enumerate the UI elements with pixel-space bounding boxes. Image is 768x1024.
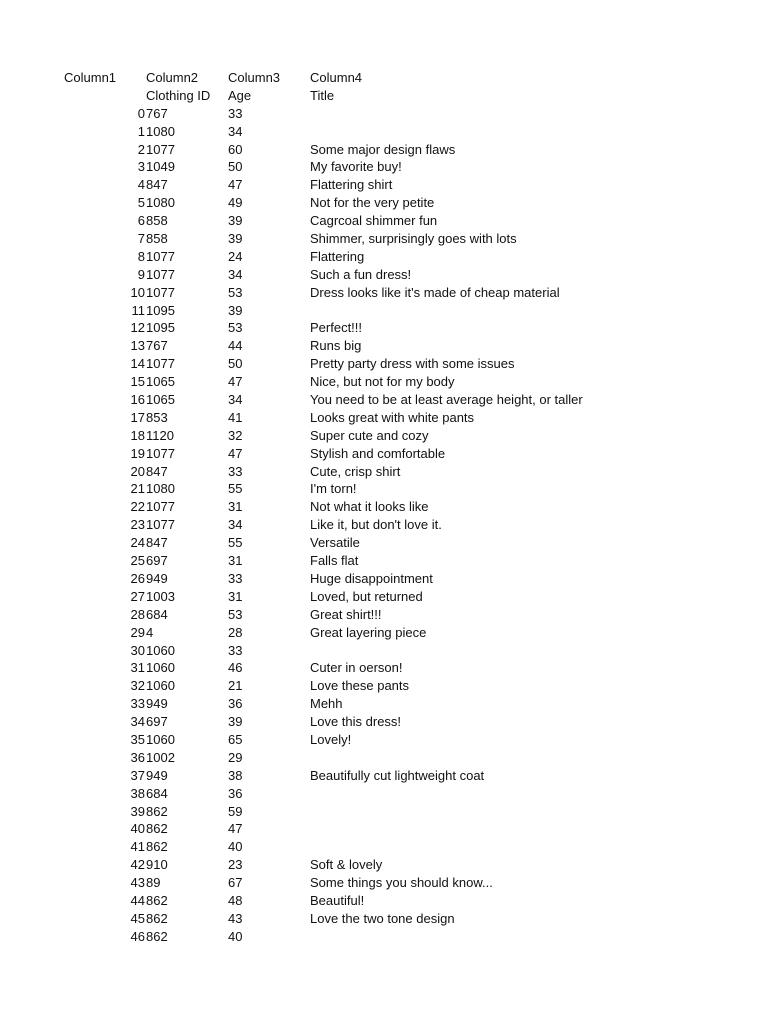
table-row [0,570,768,588]
row-index-cell: 17 [130,409,145,425]
table-row [0,463,768,481]
row-index-cell: 0 [137,105,145,121]
title-cell: Such a fun dress! [310,266,412,282]
age-cell: 33 [228,570,243,586]
row-index-cell: 27 [130,588,145,604]
clothing-id-cell: 1060 [146,660,175,676]
row-index-cell: 11 [131,302,145,318]
clothing-id-cell: 1095 [146,320,175,336]
clothing-id-cell: 847 [146,463,168,479]
column-name: Column2 [146,70,199,85]
row-index-cell: 24 [130,535,145,551]
field-name: Clothing ID [146,87,211,103]
table-row [0,302,768,320]
table-row [0,606,768,624]
row-index-cell: 36 [130,749,145,765]
table-row [0,820,768,838]
age-cell: 48 [228,892,243,908]
table-row [0,480,768,498]
title-cell: Not for the very petite [310,195,435,211]
clothing-id-cell: 1060 [146,678,175,694]
age-cell: 24 [228,248,243,264]
age-cell: 33 [228,463,243,479]
table-row [0,427,768,445]
clothing-id-cell: 1060 [146,642,175,658]
row-index-cell: 15 [130,374,145,390]
age-cell: 39 [228,302,243,318]
row-index-cell: 3 [137,159,145,175]
row-index-cell: 6 [137,213,145,229]
title-cell: Flattering [310,248,365,264]
data-table [0,69,768,946]
age-cell: 67 [228,875,243,891]
age-cell: 55 [228,535,243,551]
title-cell: Perfect!!! [310,320,363,336]
clothing-id-cell: 1077 [146,248,175,264]
title-cell: Not what it looks like [310,499,429,515]
table-row [0,266,768,284]
row-index-cell: 10 [130,284,145,300]
row-index-cell: 13 [130,338,145,354]
row-index-cell: 8 [137,248,145,264]
age-cell: 46 [228,660,243,676]
title-cell: Some major design flaws [310,141,456,157]
title-cell: Looks great with white pants [310,409,475,425]
age-cell: 39 [228,213,243,229]
clothing-id-cell: 1077 [146,266,175,282]
table-row [0,749,768,767]
age-cell: 34 [228,517,243,533]
title-cell: Great layering piece [310,624,427,640]
clothing-id-cell: 949 [146,570,168,586]
clothing-id-cell: 862 [146,892,168,908]
table-row [0,194,768,212]
clothing-id-cell: 697 [146,714,168,730]
clothing-id-cell: 1077 [146,499,175,515]
table-row [0,677,768,695]
clothing-id-cell: 1065 [146,374,175,390]
title-cell: My favorite buy! [310,159,402,175]
row-index-cell: 7 [137,231,145,247]
row-index-cell: 38 [130,785,145,801]
age-cell: 39 [228,231,243,247]
table-row [0,695,768,713]
table-row [0,624,768,642]
row-index-cell: 1 [137,123,145,139]
clothing-id-cell: 1077 [146,356,175,372]
age-cell: 50 [228,356,243,372]
title-cell: Lovely! [310,731,352,747]
title-cell: Dress looks like it's made of cheap material [310,284,560,300]
row-index-cell: 45 [130,910,145,926]
clothing-id-cell: 1077 [146,284,175,300]
age-cell: 60 [228,141,243,157]
table-row [0,248,768,266]
clothing-id-cell: 767 [146,105,168,121]
table-row [0,212,768,230]
age-cell: 44 [228,338,243,354]
age-cell: 38 [228,767,243,783]
row-index-cell: 32 [130,678,145,694]
age-cell: 34 [228,392,243,408]
clothing-id-cell: 862 [146,928,168,944]
table-body [0,105,768,946]
row-index-cell: 43 [130,875,145,891]
age-cell: 31 [228,499,243,515]
field-name: Title [310,87,335,103]
age-cell: 28 [228,624,243,640]
row-index-cell: 30 [130,642,145,658]
title-cell: Loved, but returned [310,588,423,604]
table-row [0,659,768,677]
row-index-cell: 41 [130,839,145,855]
row-index-cell: 39 [130,803,145,819]
row-index-cell: 2 [137,141,145,157]
clothing-id-cell: 862 [146,821,168,837]
table-row [0,803,768,821]
title-cell: Like it, but don't love it. [310,517,442,533]
age-cell: 65 [228,731,243,747]
row-index-cell: 33 [130,696,145,712]
clothing-id-cell: 949 [146,767,168,783]
title-cell: I'm torn! [310,481,357,497]
clothing-id-cell: 1060 [146,731,175,747]
table-row [0,856,768,874]
age-cell: 49 [228,195,243,211]
age-cell: 33 [228,642,243,658]
age-cell: 53 [228,606,243,622]
clothing-id-cell: 1077 [146,141,175,157]
age-cell: 34 [228,123,243,139]
title-cell: Love the two tone design [310,910,455,926]
table-row [0,874,768,892]
clothing-id-cell: 1077 [146,445,175,461]
title-cell: Flattering shirt [310,177,393,193]
column-name-row [0,69,768,87]
row-index-cell: 46 [130,928,145,944]
table-row [0,928,768,946]
row-index-cell: 35 [130,731,145,747]
table-row [0,731,768,749]
table-row [0,713,768,731]
clothing-id-cell: 1120 [146,427,174,443]
table-row [0,516,768,534]
title-cell: Soft & lovely [310,857,383,873]
row-index-cell: 20 [130,463,145,479]
age-cell: 39 [228,714,243,730]
age-cell: 50 [228,159,243,175]
title-cell: Cute, crisp shirt [310,463,401,479]
clothing-id-cell: 853 [146,409,168,425]
age-cell: 33 [228,105,243,121]
title-cell: Some things you should know... [310,875,493,891]
clothing-id-cell: 1049 [146,159,175,175]
title-cell: Cuter in oerson! [310,660,403,676]
clothing-id-cell: 847 [146,177,168,193]
clothing-id-cell: 858 [146,231,168,247]
title-cell: Shimmer, surprisingly goes with lots [310,231,517,247]
age-cell: 32 [228,427,243,443]
table-row [0,838,768,856]
column-name: Column4 [310,70,363,85]
table-row [0,445,768,463]
row-index-cell: 21 [130,481,145,497]
table-row [0,642,768,660]
row-index-cell: 31 [130,660,145,676]
row-index-cell: 23 [130,517,145,533]
table-row [0,373,768,391]
age-cell: 29 [228,749,243,765]
clothing-id-cell: 767 [146,338,168,354]
clothing-id-cell: 1065 [146,392,175,408]
table-row [0,767,768,785]
clothing-id-cell: 910 [146,857,168,873]
row-index-cell: 34 [130,714,145,730]
age-cell: 53 [228,320,243,336]
row-index-cell: 22 [130,499,145,515]
row-index-cell: 16 [130,392,145,408]
table-row [0,552,768,570]
table-row [0,176,768,194]
table-row [0,230,768,248]
clothing-id-cell: 1095 [146,302,175,318]
field-name: Age [228,87,252,103]
age-cell: 31 [228,553,243,569]
row-index-cell: 25 [130,553,145,569]
row-index-cell: 40 [130,821,145,837]
table-row [0,785,768,803]
age-cell: 53 [228,284,243,300]
clothing-id-cell: 858 [146,213,168,229]
table-row [0,892,768,910]
age-cell: 31 [228,588,243,604]
clothing-id-cell: 684 [146,785,168,801]
clothing-id-cell: 862 [146,839,168,855]
title-cell: You need to be at least average height, or taller [310,392,583,408]
row-index-cell: 28 [130,606,145,622]
row-index-cell: 44 [130,892,145,908]
title-cell: Great shirt!!! [310,606,382,622]
clothing-id-cell: 1080 [146,195,175,211]
title-cell: Nice, but not for my body [310,374,455,390]
table-row [0,910,768,928]
title-cell: Love these pants [310,678,410,694]
age-cell: 23 [228,857,243,873]
row-index-cell: 18 [130,427,145,443]
table-row [0,284,768,302]
row-index-cell: 4 [137,177,145,193]
table-row [0,534,768,552]
table-row [0,141,768,159]
age-cell: 40 [228,839,243,855]
table-row [0,588,768,606]
age-cell: 47 [228,374,243,390]
table-row [0,158,768,176]
clothing-id-cell: 949 [146,696,168,712]
clothing-id-cell: 862 [146,803,168,819]
clothing-id-cell: 1077 [146,517,175,533]
title-cell: Love this dress! [310,714,402,730]
row-index-cell: 14 [130,356,145,372]
clothing-id-cell: 697 [146,553,168,569]
age-cell: 47 [228,821,243,837]
row-index-cell: 26 [130,570,145,586]
title-cell: Stylish and comfortable [310,445,446,461]
title-cell: Super cute and cozy [310,427,429,443]
row-index-cell: 9 [137,266,145,282]
row-index-cell: 42 [130,857,145,873]
age-cell: 36 [228,785,243,801]
age-cell: 34 [228,266,243,282]
title-cell: Falls flat [310,553,359,569]
table-row [0,355,768,373]
column-name: Column1 [64,70,117,85]
table-row [0,105,768,123]
age-cell: 43 [228,910,243,926]
title-cell: Pretty party dress with some issues [310,356,515,372]
row-index-cell: 19 [130,445,145,461]
table-row [0,391,768,409]
row-index-cell: 12 [130,320,145,336]
clothing-id-cell: 1003 [146,588,175,604]
title-cell: Cagrcoal shimmer fun [310,213,438,229]
title-cell: Beautifully cut lightweight coat [310,767,485,783]
table-row [0,123,768,141]
table-row [0,319,768,337]
age-cell: 55 [228,481,243,497]
title-cell: Mehh [310,696,343,712]
title-cell: Versatile [310,535,360,551]
column-name: Column3 [228,70,281,85]
title-cell: Runs big [310,338,362,354]
age-cell: 47 [228,177,243,193]
clothing-id-cell: 847 [146,535,168,551]
table-row [0,409,768,427]
clothing-id-cell: 684 [146,606,168,622]
clothing-id-cell: 862 [146,910,168,926]
clothing-id-cell: 1080 [146,481,175,497]
row-index-cell: 29 [130,624,145,640]
age-cell: 40 [228,928,243,944]
table-row [0,337,768,355]
age-cell: 36 [228,696,243,712]
row-index-cell: 5 [137,195,145,211]
title-cell: Huge disappointment [310,570,433,586]
field-name-row [0,87,768,105]
age-cell: 41 [228,409,243,425]
clothing-id-cell: 89 [146,875,161,891]
age-cell: 47 [228,445,243,461]
row-index-cell: 37 [130,767,145,783]
clothing-id-cell: 1080 [146,123,175,139]
table-row [0,498,768,516]
title-cell: Beautiful! [310,892,365,908]
clothing-id-cell: 1002 [146,749,175,765]
clothing-id-cell: 4 [146,624,154,640]
age-cell: 59 [228,803,243,819]
age-cell: 21 [228,678,243,694]
